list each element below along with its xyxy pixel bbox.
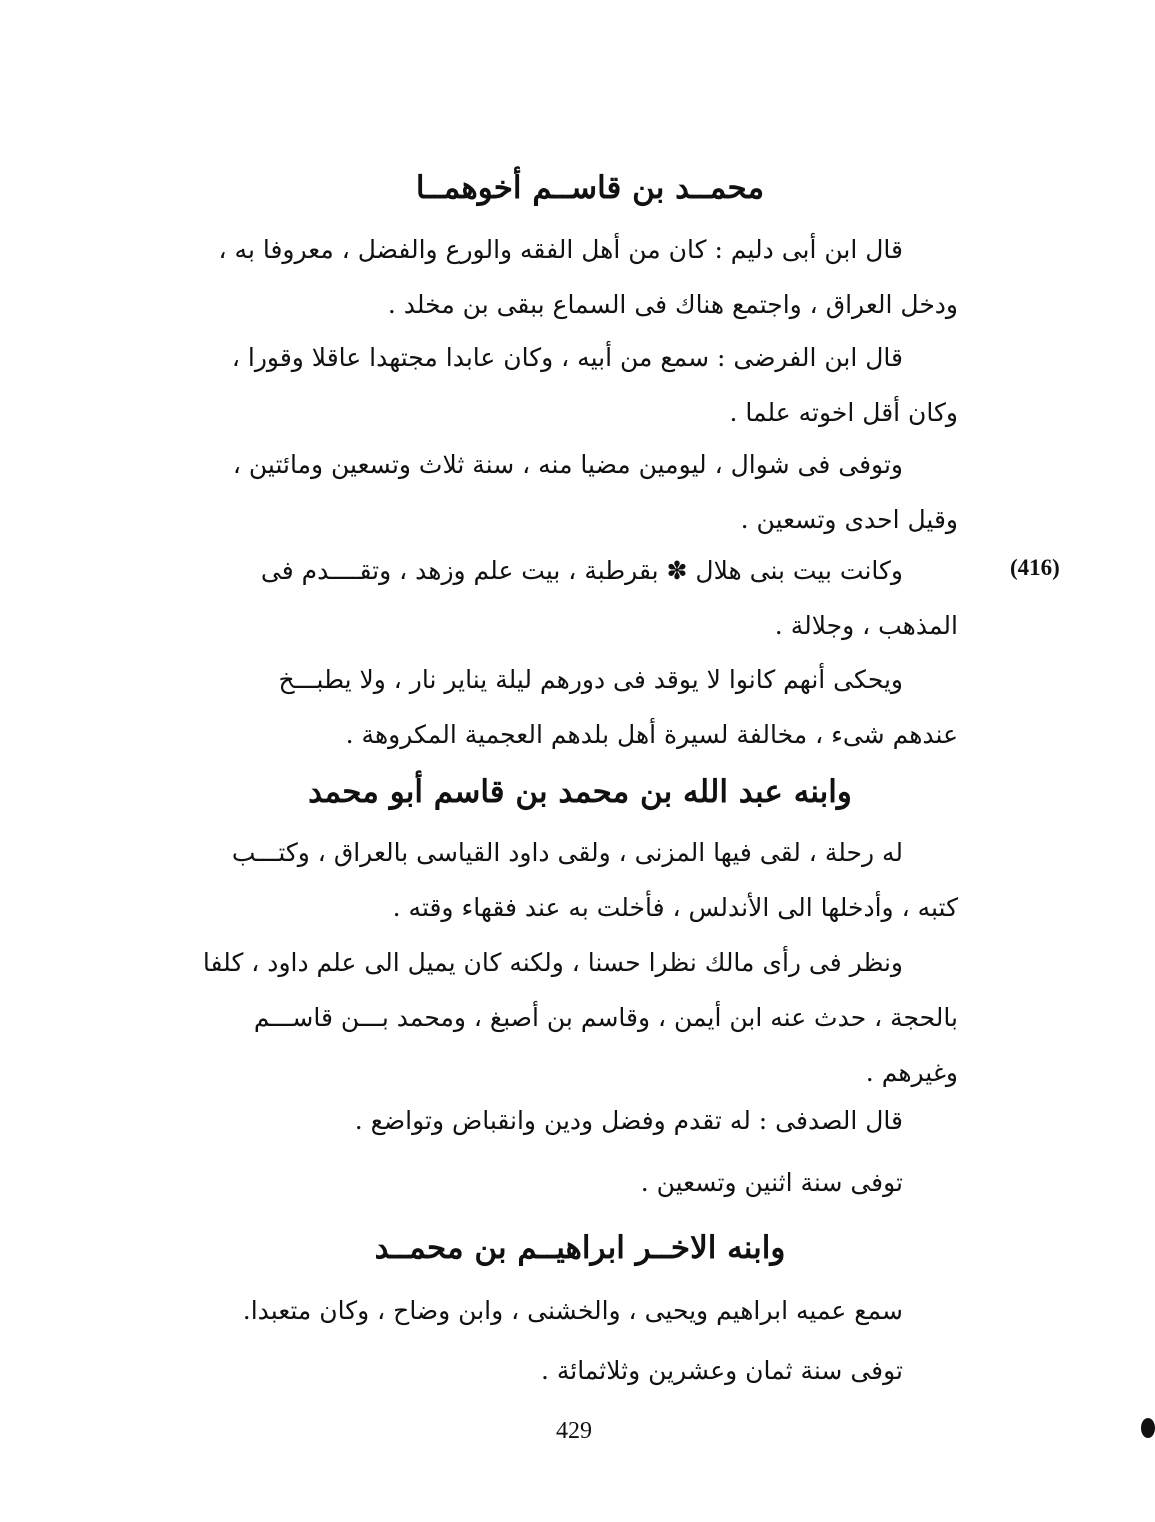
paragraph-line: بالحجة ، حدث عنه ابن أيمن ، وقاسم بن أصبغ ، ومحمد بـــن قاســـم [253, 1003, 958, 1032]
page-number: 429 [556, 1418, 592, 1444]
paragraph-line: عندهم شىء ، مخالفة لسيرة أهل بلدهم العجمية المكروهة . [345, 720, 958, 749]
paragraph-line: له رحلة ، لقى فيها المزنى ، ولقى داود القياسى بالعراق ، وكتـــب [231, 838, 903, 867]
paragraph-line: ودخل العراق ، واجتمع هناك فى السماع ببقى بن مخلد . [387, 290, 958, 319]
paragraph-line: كتبه ، وأدخلها الى الأندلس ، فأخلت به عند فقهاء وقته . [392, 893, 958, 922]
paragraph-10: سمع عميه ابراهيم ويحيى ، والخشنى ، وابن وضاح ، وكان متعبدا. [242, 1296, 903, 1325]
binding-hole-mark [1141, 1418, 1155, 1438]
paragraph-line: وقيل احدى وتسعين . [740, 505, 958, 534]
paragraph-7 [198, 935, 958, 1100]
paragraph-3 [198, 437, 958, 547]
paragraph-9: توفى سنة اثنين وتسعين . [640, 1168, 903, 1197]
paragraph-4 [198, 543, 958, 653]
paragraph-1 [198, 222, 958, 332]
paragraph-line: قال ابن الفرضى : سمع من أبيه ، وكان عابدا مجتهدا عاقلا وقورا ، [231, 343, 903, 372]
paragraph-line: وكانت بيت بنى هلال ✽ بقرطبة ، بيت علم وزهد ، وتقــــدم فى [260, 556, 903, 585]
paragraph-line: ونظر فى رأى مالك نظرا حسنا ، ولكنه كان يميل الى علم داود ، كلفا [202, 948, 903, 977]
paragraph-11: توفى سنة ثمان وعشرين وثلاثمائة . [540, 1356, 903, 1385]
paragraph-line: المذهب ، وجلالة . [774, 611, 958, 640]
paragraph-6 [198, 825, 958, 935]
paragraph-line: ويحكى أنهم كانوا لا يوقد فى دورهم ليلة يناير نار ، ولا يطبـــخ [278, 665, 903, 694]
section-heading-ibrahim: وابنه الاخــر ابراهيــم بن محمــد [374, 1230, 786, 1266]
paragraph-line: وتوفى فى شوال ، ليومين مضيا منه ، سنة ثلاث وتسعين ومائتين ، [232, 450, 903, 479]
paragraph-5 [198, 652, 958, 762]
paragraph-2 [198, 330, 958, 440]
paragraph-line: وغيرهم . [865, 1058, 958, 1087]
section-heading-abdallah: وابنه عبد الله بن محمد بن قاسم أبو محمد [308, 774, 852, 810]
paragraph-line: قال ابن أبى دليم : كان من أهل الفقه والورع والفضل ، معروفا به ، [218, 235, 903, 264]
section-heading-muhammad: محمــد بن قاســم أخوهمــا [415, 170, 765, 206]
margin-reference: (416) [1010, 555, 1060, 580]
paragraph-line: وكان أقل اخوته علما . [729, 398, 958, 427]
paragraph-8: قال الصدفى : له تقدم وفضل ودين وانقباض وتواضع . [354, 1106, 903, 1135]
